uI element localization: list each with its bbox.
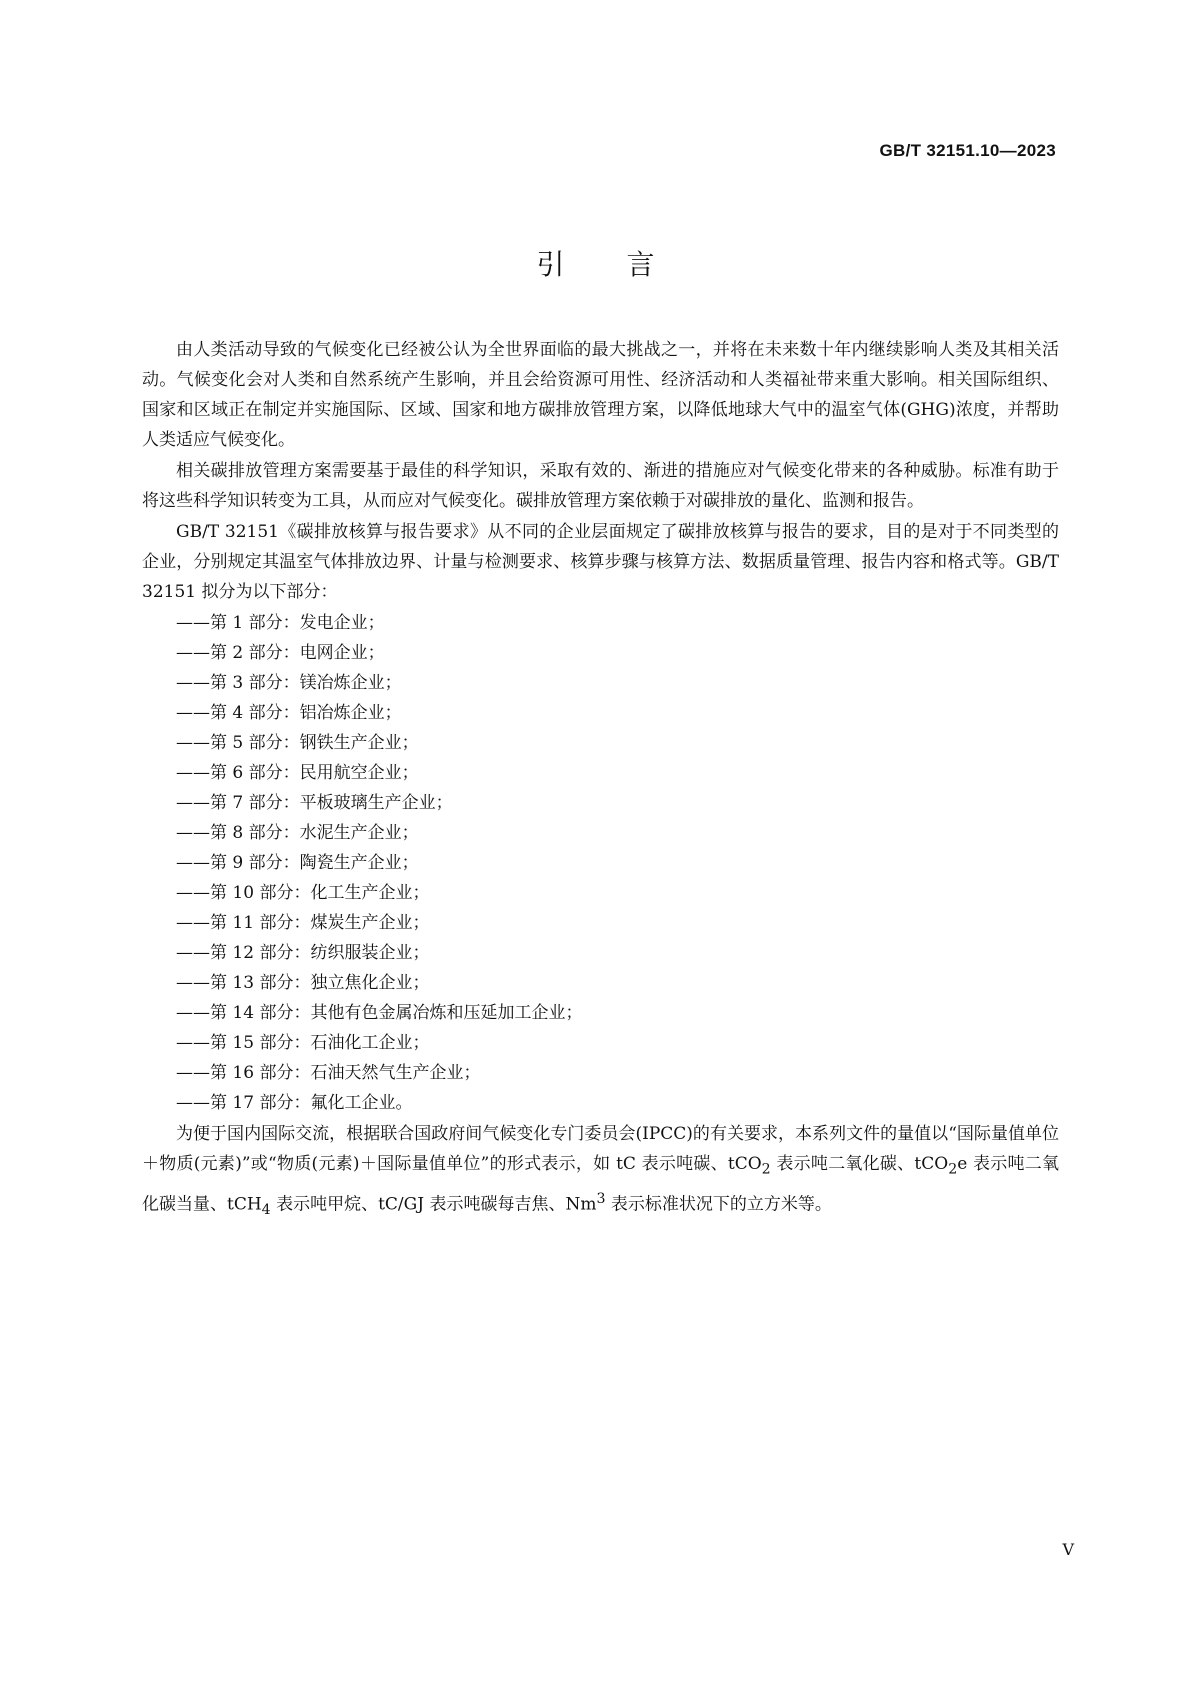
list-item: ——第 10 部分：化工生产企业； <box>176 883 430 903</box>
paragraph-units-convention <box>142 1119 1059 1225</box>
list-item: ——第 17 部分：氟化工企业。 <box>176 1093 413 1113</box>
standard-code: GB/T 32151.10—2023 <box>879 141 1056 160</box>
paragraph-management-schemes: 相关碳排放管理方案需要基于最佳的科学知识，采取有效的、渐进的措施应对气候变化带来的各种威胁。标准有助于将这些科学知识转变为工具，从而应对气候变化。碳排放管理方案依赖于对碳排放的量化、监测和报告。 <box>142 461 1059 511</box>
list-item: ——第 1 部分：发电企业； <box>176 613 385 633</box>
introduction-body <box>142 335 1059 1226</box>
list-item: ——第 4 部分：铝冶炼企业； <box>176 703 402 723</box>
units-text-3: e 表示吨二氧化碳当量、tCH <box>142 1154 1060 1216</box>
list-item: ——第 6 部分：民用航空企业； <box>176 763 419 783</box>
page-number: V <box>1062 1540 1074 1559</box>
page-title: 引言 <box>536 248 717 281</box>
list-item: ——第 7 部分：平板玻璃生产企业； <box>176 793 453 813</box>
list-item: ——第 16 部分：石油天然气生产企业； <box>176 1063 481 1083</box>
list-item: ——第 8 部分：水泥生产企业； <box>176 823 419 843</box>
superscript-m3: 3 <box>596 1191 606 1208</box>
list-item: ——第 15 部分：石油化工企业； <box>176 1033 430 1053</box>
list-item: ——第 9 部分：陶瓷生产企业； <box>176 853 419 873</box>
list-item: ——第 13 部分：独立焦化企业； <box>176 973 430 993</box>
units-text-5: 表示标准状况下的立方米等。 <box>605 1195 832 1216</box>
list-item: ——第 12 部分：纺织服装企业； <box>176 943 430 963</box>
paragraph-climate-challenge: 由人类活动导致的气候变化已经被公认为全世界面临的最大挑战之一，并将在未来数十年内继续影响人类及其相关活动。气候变化会对人类和自然系统产生影响，并且会给资源可用性、经济活动和人类福祉带来重大影响。相关国际组织、国家和区域正在制定并实施国际、区域、国家和地方碳排放管理方案，以降低地球大气中的温室气体(GHG)浓度，并帮助人类适应气候变化。 <box>142 340 1059 450</box>
subscript-ch4: 4 <box>261 1202 271 1219</box>
parts-list <box>142 608 1059 1118</box>
units-text-2: 表示吨二氧化碳、tCO <box>770 1154 949 1174</box>
paragraph-standard-scope: GB/T 32151《碳排放核算与报告要求》从不同的企业层面规定了碳排放核算与报告的要求，目的是对于不同类型的企业，分别规定其温室气体排放边界、计量与检测要求、核算步骤与核算方法、数据质量管理、报告内容和格式等。GB/T 32151 拟分为以下部分： <box>142 522 1059 602</box>
list-item: ——第 2 部分：电网企业； <box>176 643 385 663</box>
list-item: ——第 5 部分：钢铁生产企业； <box>176 733 419 753</box>
list-item: ——第 11 部分：煤炭生产企业； <box>176 913 430 933</box>
list-item: ——第 14 部分：其他有色金属冶炼和压延加工企业； <box>176 1003 583 1023</box>
subscript-co2e: 2 <box>948 1161 958 1178</box>
units-text-4: 表示吨甲烷、tC/GJ 表示吨碳每吉焦、Nm <box>270 1195 597 1216</box>
units-text-1: 为便于国内国际交流，根据联合国政府间气候变化专门委员会(IPCC)的有关要求，本系列文件的量值以“国际量值单位＋物质(元素)”或“物质(元素)＋国际量值单位”的形式表示，如 tC 表示吨碳、tCO <box>142 1124 1059 1174</box>
subscript-co2: 2 <box>761 1161 771 1178</box>
list-item: ——第 3 部分：镁冶炼企业； <box>176 673 402 693</box>
